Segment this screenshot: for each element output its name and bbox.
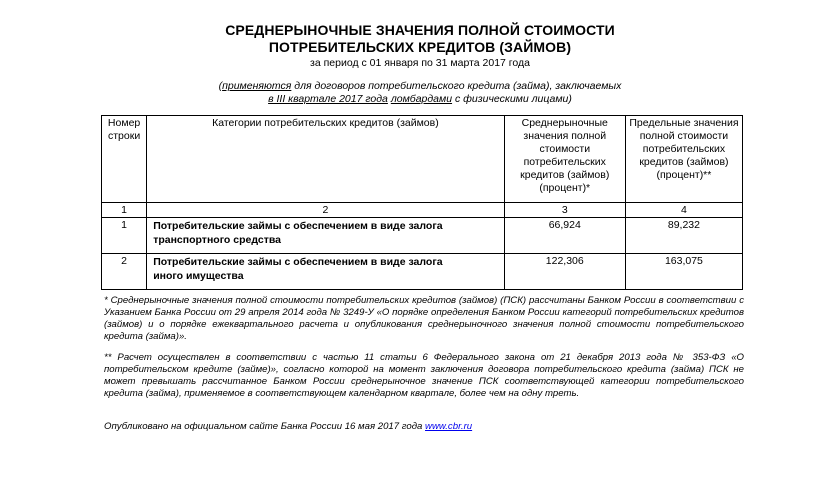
header-average-psk: Среднерыночные значения полной стоимости потребительских кредитов (займов) (процент)*	[504, 116, 625, 203]
page-title-line-1: СРЕДНЕРЫНОЧНЫЕ ЗНАЧЕНИЯ ПОЛНОЙ СТОИМОСТИ	[225, 22, 615, 38]
applicability-quarter: в III квартале 2017 года	[268, 93, 388, 105]
period-subtitle: за период с 01 января по 31 марта 2017 года	[310, 57, 530, 69]
table-header-row	[102, 116, 743, 203]
cbr-link[interactable]: www.cbr.ru	[425, 421, 473, 432]
category-line: Потребительские займы с обеспечением в виде залога	[153, 220, 443, 232]
applicability-line-1-rest: для договоров потребительского кредита (займа), заключаемых	[291, 80, 622, 92]
applicability-keyword: применяются	[222, 80, 292, 92]
header-category: Категории потребительских кредитов (займов)	[147, 116, 504, 203]
header-row-number: Номер строки	[102, 116, 147, 203]
page-title-line-2: ПОТРЕБИТЕЛЬСКИХ КРЕДИТОВ (ЗАЙМОВ)	[268, 39, 572, 55]
column-number: 3	[504, 203, 625, 218]
maximum-psk-value: 89,232	[625, 218, 742, 254]
psk-table	[101, 115, 743, 290]
applicability-paren: (	[218, 80, 223, 92]
footnote-2: ** Расчет осуществлен в соответствии с частью 11 статьи 6 Федерального закона от 21 декабря 2013 года № 353-ФЗ «О потребительском кредите (займе)», согласно которой на момент заключения договора потребительского кредита (займа) ПСК не может превышать рассчитанное Банком России среднерыночное значение ПСК соответствующей категории потребительского кредита (займа), применяемое в соответствующем календарном квартале, более чем на одну треть.	[104, 352, 744, 399]
category-line: Потребительские займы с обеспечением в виде залога	[153, 256, 443, 268]
column-number: 2	[147, 203, 504, 218]
category-cell	[147, 218, 504, 254]
category-cell	[147, 254, 504, 290]
row-number: 2	[102, 254, 147, 290]
applicability-line-2-rest: с физическими лицами)	[452, 93, 572, 105]
publication-note	[104, 421, 744, 433]
table-row	[102, 254, 743, 290]
category-line: транспортного средства	[153, 234, 282, 246]
column-number: 1	[102, 203, 147, 218]
column-number-row	[102, 203, 743, 218]
row-number: 1	[102, 218, 147, 254]
applicability-line-1	[200, 80, 640, 93]
applicability-note	[200, 80, 640, 106]
applicability-lenders: ломбардами	[390, 93, 453, 105]
average-psk-value: 122,306	[504, 254, 625, 290]
column-number: 4	[625, 203, 742, 218]
applicability-line-2	[200, 93, 640, 106]
footnote-1: * Среднерыночные значения полной стоимости потребительских кредитов (займов) (ПСК) рассчитаны Банком России в соответствии с Указанием Банка России от 29 апреля 2014 года № 3249-У «О порядке определения Банком России категорий потребительских кредитов (займов) и о порядке ежеквартального расчета и опубликования среднерыночного значения полной стоимости потребительского кредита (займа)».	[104, 295, 744, 342]
table-row	[102, 218, 743, 254]
average-psk-value: 66,924	[504, 218, 625, 254]
maximum-psk-value: 163,075	[625, 254, 742, 290]
publication-text: Опубликовано на официальном сайте Банка России 16 мая 2017 года	[104, 421, 426, 432]
category-line: иного имущества	[153, 270, 244, 282]
header-maximum-psk: Предельные значения полной стоимости потребительских кредитов (займов) (процент)**	[625, 116, 742, 203]
